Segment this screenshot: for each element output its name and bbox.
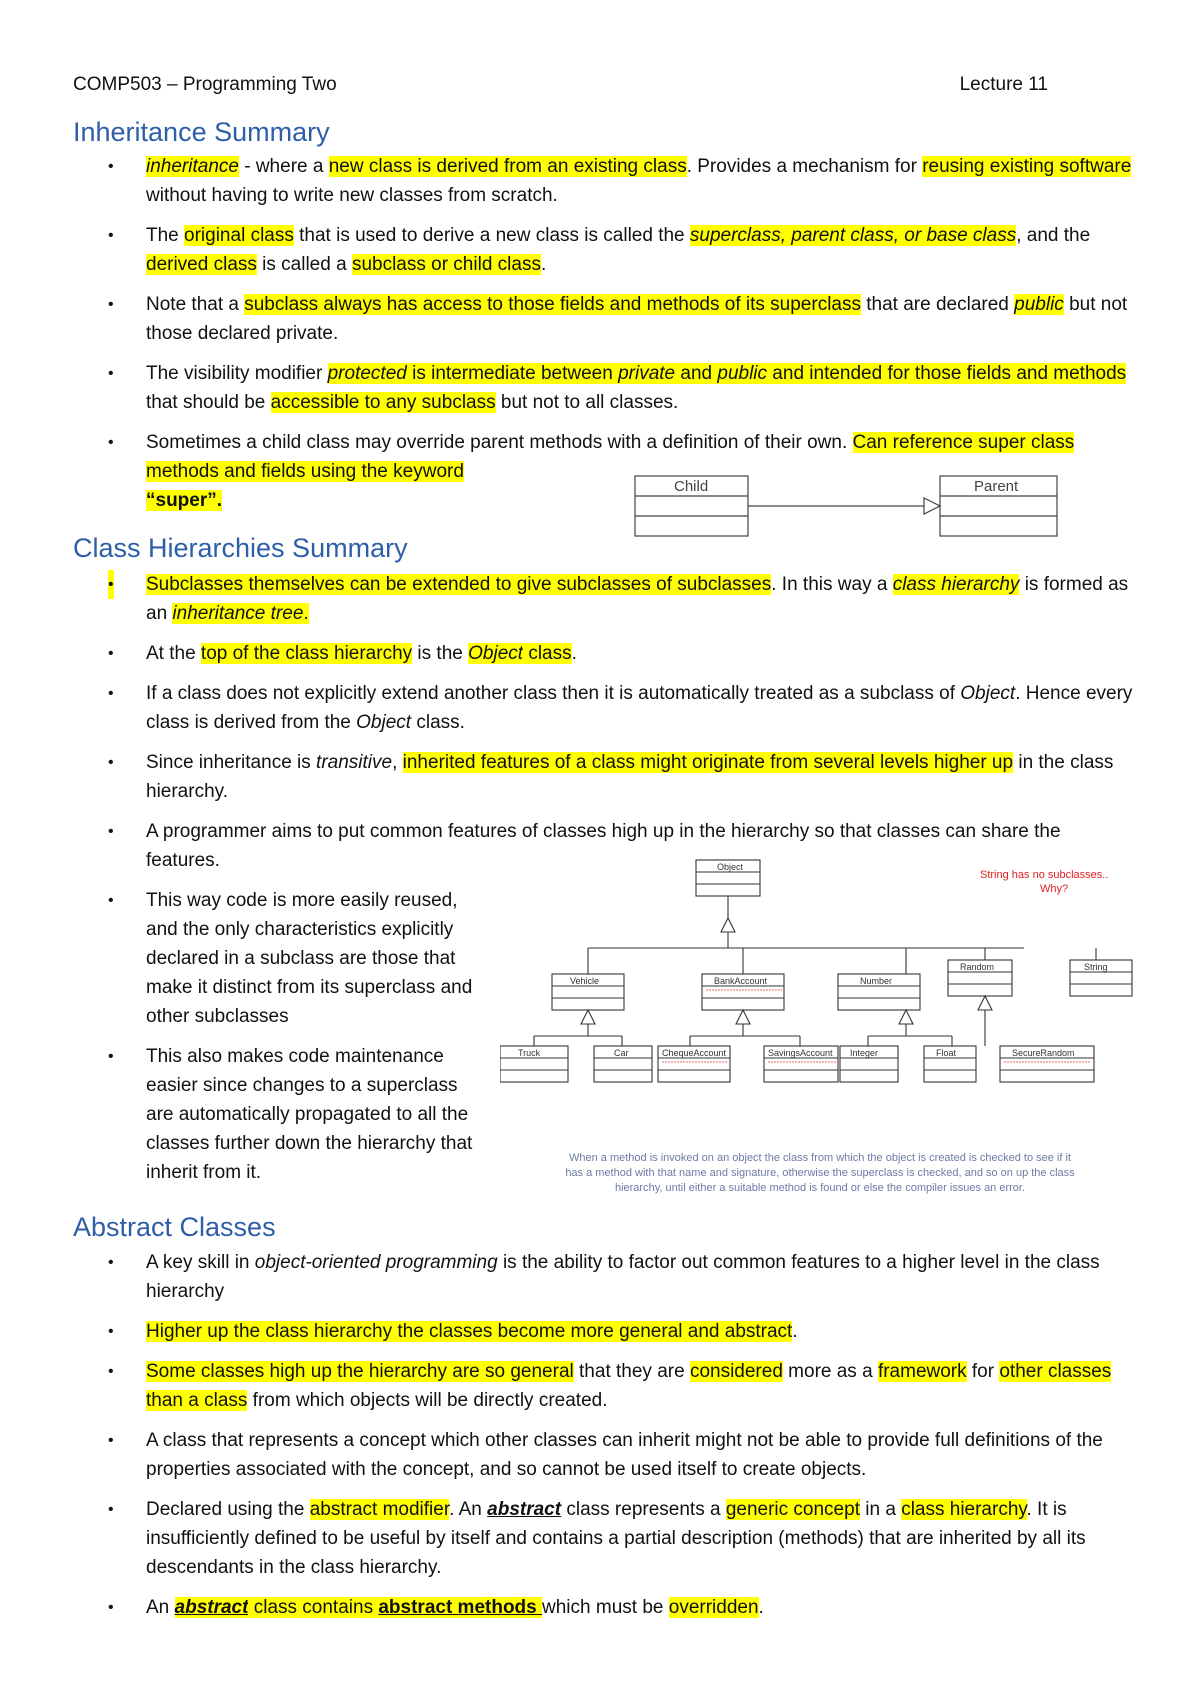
list-item: • Some classes high up the hierarchy are so general that they are considered more as a framework for other classes than a class from which objects will be directly created. xyxy=(108,1357,1133,1415)
diagram-note-line-1: String has no subclasses.. xyxy=(980,869,1109,881)
diagram-caption-line-1: When a method is invoked on an object the class from which the object is created is checked to see if it xyxy=(569,1152,1071,1164)
list-item: • An abstract class contains abstract methods which must be overridden. xyxy=(108,1593,1133,1622)
diagram-note-line-2: Why? xyxy=(1040,883,1069,895)
diagram-caption-line-3: hierarchy, until either a suitable method is found or else the compiler issues an error. xyxy=(614,1182,1026,1194)
diagram-caption-line-2: has a method with that name and signature, otherwise the superclass is checked, and so on up the class xyxy=(565,1167,1075,1179)
course-title: COMP503 – Programming Two xyxy=(73,74,337,95)
list-item: • A programmer aims to put common features of classes high up in the hierarchy so that classes can share the features. xyxy=(108,817,1133,875)
list-item: • Sometimes a child class may override parent methods with a definition of their own. Can reference super class methods and fields using the keyword “super”. xyxy=(108,428,1133,515)
list-item: • inheritance - where a new class is derived from an existing class. Provides a mechanism for reusing existing software without having to write new classes from scratch. xyxy=(108,152,1133,210)
diagram-class-string: String xyxy=(1084,962,1108,972)
list-item: • A class that represents a concept which other classes can inherit might not be able to provide full definitions of the properties associated with the concept, and so cannot be used itself to create objects. xyxy=(108,1426,1133,1484)
list-item: • This way code is more easily reused, and the only characteristics explicitly declared in a subclass are those that make it distinct from its superclass and other subclasses xyxy=(108,886,486,1031)
diagram-class-number: Number xyxy=(860,976,893,986)
inheritance-summary-list xyxy=(108,152,1133,526)
section-heading-class-hierarchies-summary: Class Hierarchies Summary xyxy=(73,533,408,563)
lecture-number: Lecture 11 xyxy=(959,74,1048,95)
child-parent-uml-diagram xyxy=(634,472,1064,542)
list-item: • If a class does not explicitly extend another class then it is automatically treated as a subclass of Object. Hence every class is derived from the Object class. xyxy=(108,679,1133,737)
page-header xyxy=(73,74,1048,96)
list-item: • This also makes code maintenance easier since changes to a superclass are automatically propagated to all the classes further down the hierarchy that inherit from it. xyxy=(108,1042,486,1187)
list-item: • • Subclasses themselves can be extended to give subclasses of subclasses. In this way a class hierarchy is formed as an inheritance tree. xyxy=(108,570,1133,628)
section-heading-abstract-classes: Abstract Classes xyxy=(73,1212,276,1242)
diagram-class-bankaccount: BankAccount xyxy=(714,976,768,986)
diagram-class-random: Random xyxy=(960,962,995,972)
diagram-class-integer: Integer xyxy=(850,1048,879,1058)
class-hierarchy-diagram xyxy=(500,850,1140,1200)
uml-child-label: Child xyxy=(674,478,709,495)
diagram-class-vehicle: Vehicle xyxy=(570,976,600,986)
list-item: • Declared using the abstract modifier. An abstract class represents a generic concept in a class hierarchy. It is insufficiently defined to be useful by itself and contains a partial description (methods) that are inherited by all its descendants in the class hierarchy. xyxy=(108,1495,1133,1582)
diagram-class-float: Float xyxy=(936,1048,957,1058)
diagram-class-car: Car xyxy=(614,1048,629,1058)
diagram-class-savingsaccount: SavingsAccount xyxy=(768,1048,833,1058)
list-item: • Higher up the class hierarchy the classes become more general and abstract. xyxy=(108,1317,1133,1346)
uml-parent-label: Parent xyxy=(974,478,1019,495)
diagram-class-chequeaccount: ChequeAccount xyxy=(662,1048,727,1058)
diagram-class-securerandom: SecureRandom xyxy=(1012,1048,1075,1058)
list-item: • A key skill in object-oriented programming is the ability to factor out common features to a higher level in the class hierarchy xyxy=(108,1248,1133,1306)
list-item: • At the top of the class hierarchy is the Object class. xyxy=(108,639,1133,668)
list-item: • Note that a subclass always has access to those fields and methods of its superclass that are declared public but not those declared private. xyxy=(108,290,1133,348)
diagram-class-truck: Truck xyxy=(518,1048,541,1058)
list-item: • The original class that is used to derive a new class is called the superclass, parent class, or base class, and the derived class is called a subclass or child class. xyxy=(108,221,1133,279)
section-heading-inheritance-summary: Inheritance Summary xyxy=(73,117,330,147)
diagram-class-object: Object xyxy=(717,862,744,872)
list-item: • The visibility modifier protected is intermediate between private and public and intended for those fields and methods that should be accessible to any subclass but not to all classes. xyxy=(108,359,1133,417)
list-item: • Since inheritance is transitive, inherited features of a class might originate from several levels higher up in the class hierarchy. xyxy=(108,748,1133,806)
abstract-classes-list xyxy=(108,1248,1133,1633)
